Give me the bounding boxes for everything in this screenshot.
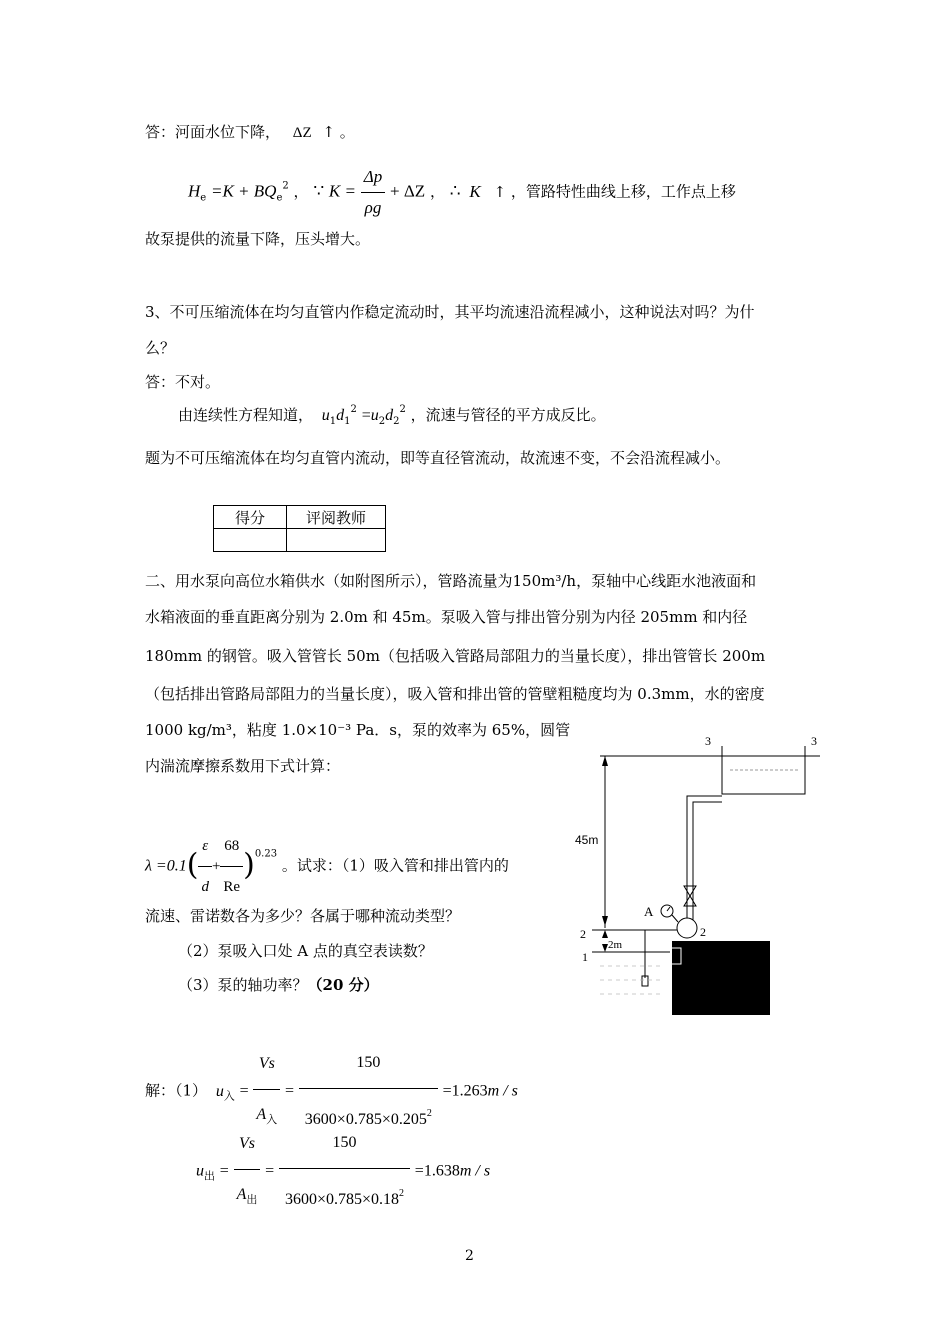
label-2a: 2: [580, 927, 586, 941]
problem-2-line-2: 水箱液面的垂直距离分别为 2.0m 和 45m。泵吸入管与排出管分别为内径 205mm 和内径: [145, 608, 748, 626]
u-in-symbol: u: [215, 1082, 224, 1100]
label-2m: 2m: [608, 939, 623, 951]
label-45m: 45m: [575, 833, 599, 847]
den-in-square: 2: [426, 1108, 432, 1119]
dim-arrow-top-icon: [602, 756, 608, 766]
68-over-re: [220, 826, 243, 907]
dp-over-rhog: [361, 162, 385, 223]
68-numerator: 68: [224, 838, 240, 854]
den-in-value: 3600×0.785×0.205: [304, 1111, 427, 1128]
problem-2-line-6: 内湍流摩擦系数用下式计算：: [145, 757, 341, 775]
discharge-pipe-outer: [687, 796, 722, 924]
u1: u: [321, 407, 330, 424]
period: 。: [339, 123, 355, 141]
plus-sign: +: [211, 858, 221, 875]
k-equals: K =: [328, 181, 356, 201]
lower-pool-block: [672, 941, 770, 1015]
solution-prefix: 解：（1）: [145, 1081, 208, 1100]
comma-2: ，: [429, 182, 445, 201]
u-out-symbol: u: [196, 1162, 204, 1180]
result-out: =1.638: [414, 1162, 460, 1180]
den-out-square: 2: [399, 1188, 405, 1199]
result-in: =1.263: [442, 1082, 488, 1100]
eps-over-d: [198, 826, 212, 907]
therefore-symbol: ∴: [449, 181, 461, 202]
problem-2-item-3: [178, 975, 379, 995]
answer-2-conclusion: 故泵提供的流量下降，压头增大。: [145, 230, 371, 248]
answer-2-line: [145, 122, 355, 143]
problem-2-item-1-cont: 流速、雷诺数各为多少？各属于哪种流动类型？: [145, 907, 461, 925]
points-label: （20 分）: [307, 976, 379, 994]
pump-system-figure: [570, 728, 840, 1018]
left-paren: (: [186, 847, 199, 883]
gauge-connector: [672, 915, 678, 922]
qe-subscript: e: [276, 192, 283, 204]
plus-delta-z: + ΔZ: [390, 181, 426, 201]
exponent: 0.23: [254, 848, 278, 860]
item-3-text: （3）泵的轴功率？: [178, 976, 308, 994]
u1-sub: 1: [329, 416, 337, 427]
because-symbol: ∵: [313, 181, 325, 202]
re-denominator: Re: [220, 866, 243, 907]
k-symbol: K: [469, 181, 481, 201]
u-out-sub: 出: [204, 1169, 215, 1183]
d1: d: [336, 407, 345, 424]
dim-arrow-2m-top-icon: [602, 930, 608, 938]
problem-2-item-2: （2）泵吸入口处 A 点的真空表读数？: [178, 942, 433, 960]
problem-2-line-5: 1000 kg/m³，粘度 1.0×10⁻³ Pa．s，泵的效率为 65%，圆管: [145, 721, 571, 739]
score-table: [213, 505, 386, 552]
question-3-line-1: 3、不可压缩流体在均匀直管内作稳定流动时，其平均流速沿流程减小，这种说法对吗？为什: [145, 303, 755, 321]
vs-over-a-out: [234, 1119, 261, 1225]
equals: =: [361, 407, 371, 424]
vs-num-in: Vs: [258, 1054, 275, 1072]
solution-u-out: $u_出$ = $\frac{Vs}{A_出}$ = $\frac{150}{3600\times 0.785\times 0.18^2}$ =1.638m / s: [196, 1118, 490, 1168]
problem-2-ask: 。试求：（1）吸入管和排出管内的: [281, 856, 509, 875]
qe-square: 2: [282, 180, 289, 192]
a-in-den: A: [256, 1105, 267, 1123]
label-3b: 3: [811, 734, 817, 748]
d-denominator: d: [198, 866, 212, 907]
continuity-line: [178, 400, 606, 432]
valve-lower-icon: [684, 896, 696, 906]
d2-square: 2: [399, 404, 406, 415]
pump-icon: [677, 918, 697, 938]
answer-3-conclusion: 题为不可压缩流体在均匀直管内流动，即等直径管流动，故流速不变，不会沿流程减小。: [145, 449, 731, 467]
problem-2-line-3: 180mm 的钢管。吸入管管长 50m（包括吸入管路局部阻力的当量长度），排出管管长 200m: [145, 647, 766, 665]
problem-2-line-4: （包括排出管路局部阻力的当量长度），吸入管和排出管的管壁粗糙度均为 0.3mm，水的密度: [145, 685, 765, 703]
numeric-frac-out: [279, 1118, 410, 1225]
lambda-lhs: λ =0.1: [145, 857, 187, 875]
u2: u: [370, 407, 379, 424]
grader-header: 评阅教师: [287, 506, 386, 529]
he-subscript: e: [200, 192, 207, 204]
u2-sub: 2: [378, 416, 386, 427]
score-cell[interactable]: [214, 529, 287, 552]
curve-shift-text: ，管路特性曲线上移，工作点上移: [510, 182, 736, 201]
d1-square: 2: [350, 404, 357, 415]
eps-numerator: ε: [202, 838, 209, 854]
unit-out: m / s: [459, 1162, 491, 1180]
up-arrow-icon: ↑: [493, 182, 507, 201]
continuity-prefix: 由连续性方程知道，: [178, 406, 314, 424]
unit-in: m / s: [487, 1082, 518, 1100]
comma-1: ，: [293, 182, 309, 201]
answer-2-prefix: 答：河面水位下降，: [145, 123, 281, 141]
flow-150-out: 150: [332, 1134, 357, 1151]
score-header: 得分: [214, 506, 287, 529]
he-symbol: H: [188, 181, 201, 201]
grader-cell[interactable]: [287, 529, 386, 552]
question-3-line-2: 么？: [145, 339, 176, 357]
label-a: A: [644, 904, 654, 919]
d1-sub: 1: [344, 416, 351, 427]
page-number: 2: [465, 1248, 474, 1264]
label-1a: 1: [582, 950, 588, 964]
vs-num-out: Vs: [238, 1134, 255, 1152]
a-in-sub: 入: [266, 1113, 278, 1126]
label-3a: 3: [705, 734, 711, 748]
a-out-sub: 出: [246, 1193, 258, 1206]
valve-icon: [684, 886, 696, 896]
u-in-sub: 入: [223, 1089, 235, 1103]
he-rhs: =K + BQ: [210, 181, 277, 201]
dp-numerator: Δp: [363, 167, 383, 186]
dim-arrow-mid-icon: [602, 916, 608, 926]
continuity-suffix: ，流速与管径的平方成反比。: [410, 406, 606, 424]
flow-150-in: 150: [356, 1054, 381, 1071]
solution-u-in: 解：（1） $u_入$ = $\frac{Vs}{A_入}$ = $\frac{150}{3600\times 0.785\times 0.205^2}$ =1.263m / s: [145, 1038, 518, 1088]
right-paren: ): [243, 847, 255, 883]
d2-sub: 2: [393, 416, 400, 427]
delta-z: ΔZ: [292, 125, 312, 141]
pool-water-dashes: [600, 966, 660, 994]
friction-formula-line: [145, 826, 509, 895]
up-arrow-icon: ↑: [322, 123, 335, 141]
label-2b: 2: [700, 925, 706, 939]
problem-2-line-1: 二、用水泵向高位水箱供水（如附图所示），管路流量为150m³/h，泵轴中心线距水池液面和: [145, 572, 757, 590]
d2: d: [385, 407, 394, 424]
a-out-den: A: [236, 1185, 247, 1203]
den-out-value: 3600×0.785×0.18: [284, 1191, 400, 1208]
discharge-pipe-inner: [693, 802, 722, 924]
answer-3: 答：不对。: [145, 373, 221, 391]
rhog-denominator: ρg: [361, 192, 385, 223]
